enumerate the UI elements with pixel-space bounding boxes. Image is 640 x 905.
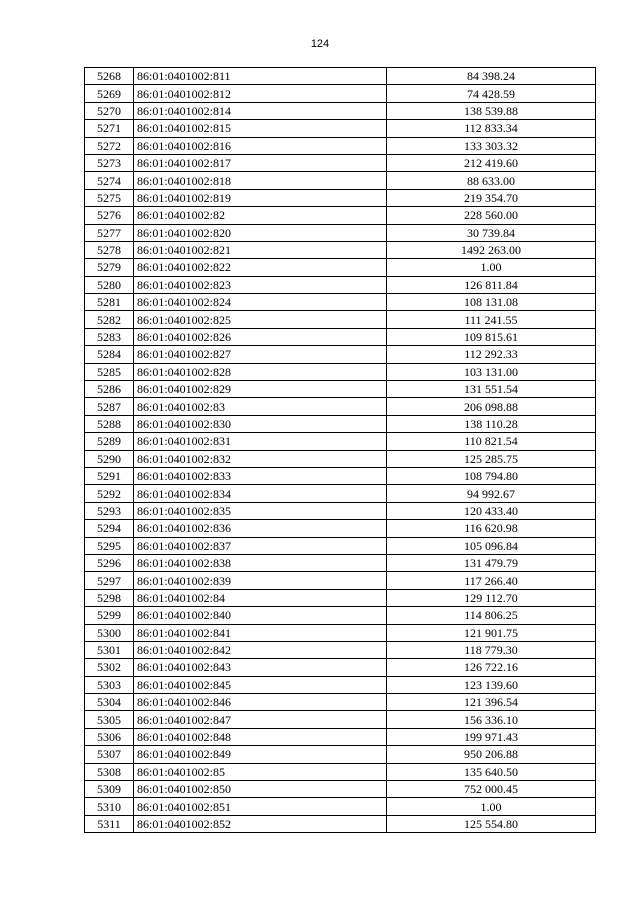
cadastral-value: 88 633.00 bbox=[387, 172, 596, 189]
cadastral-number: 86:01:0401002:842 bbox=[134, 641, 387, 658]
row-number: 5311 bbox=[85, 815, 134, 832]
row-number: 5296 bbox=[85, 554, 134, 571]
cadastral-value: 105 096.84 bbox=[387, 537, 596, 554]
cadastral-value: 123 139.60 bbox=[387, 676, 596, 693]
cadastral-value: 126 811.84 bbox=[387, 276, 596, 293]
table-row bbox=[85, 363, 596, 380]
cadastral-value: 212 419.60 bbox=[387, 154, 596, 171]
cadastral-number: 86:01:0401002:817 bbox=[134, 154, 387, 171]
cadastral-number: 86:01:0401002:822 bbox=[134, 259, 387, 276]
cadastral-number: 86:01:0401002:815 bbox=[134, 120, 387, 137]
cadastral-value: 1.00 bbox=[387, 259, 596, 276]
cadastral-number: 86:01:0401002:831 bbox=[134, 433, 387, 450]
cadastral-number: 86:01:0401002:84 bbox=[134, 589, 387, 606]
table-row bbox=[85, 485, 596, 502]
table-row bbox=[85, 102, 596, 119]
row-number: 5292 bbox=[85, 485, 134, 502]
cadastral-value: 112 292.33 bbox=[387, 346, 596, 363]
cadastral-value: 30 739.84 bbox=[387, 224, 596, 241]
cadastral-number: 86:01:0401002:823 bbox=[134, 276, 387, 293]
cadastral-value: 133 303.32 bbox=[387, 137, 596, 154]
table-row bbox=[85, 746, 596, 763]
cadastral-number: 86:01:0401002:829 bbox=[134, 381, 387, 398]
row-number: 5307 bbox=[85, 746, 134, 763]
row-number: 5270 bbox=[85, 102, 134, 119]
cadastral-value: 156 336.10 bbox=[387, 711, 596, 728]
cadastral-value: 131 551.54 bbox=[387, 381, 596, 398]
row-number: 5277 bbox=[85, 224, 134, 241]
table-row bbox=[85, 276, 596, 293]
cadastral-value: 199 971.43 bbox=[387, 728, 596, 745]
row-number: 5291 bbox=[85, 467, 134, 484]
page-number: 124 bbox=[310, 38, 330, 50]
table-row bbox=[85, 589, 596, 606]
table-row bbox=[85, 154, 596, 171]
cadastral-value: 228 560.00 bbox=[387, 207, 596, 224]
row-number: 5281 bbox=[85, 294, 134, 311]
table-row bbox=[85, 311, 596, 328]
cadastral-value: 1.00 bbox=[387, 798, 596, 815]
table-row bbox=[85, 381, 596, 398]
cadastral-number: 86:01:0401002:830 bbox=[134, 415, 387, 432]
cadastral-number: 86:01:0401002:838 bbox=[134, 554, 387, 571]
row-number: 5289 bbox=[85, 433, 134, 450]
row-number: 5283 bbox=[85, 328, 134, 345]
cadastral-number: 86:01:0401002:814 bbox=[134, 102, 387, 119]
cadastral-number: 86:01:0401002:821 bbox=[134, 241, 387, 258]
row-number: 5271 bbox=[85, 120, 134, 137]
cadastral-value: 118 779.30 bbox=[387, 641, 596, 658]
cadastral-value: 129 112.70 bbox=[387, 589, 596, 606]
row-number: 5279 bbox=[85, 259, 134, 276]
cadastral-number: 86:01:0401002:846 bbox=[134, 694, 387, 711]
table-row bbox=[85, 120, 596, 137]
cadastral-number: 86:01:0401002:834 bbox=[134, 485, 387, 502]
cadastral-number: 86:01:0401002:812 bbox=[134, 85, 387, 102]
table-row bbox=[85, 624, 596, 641]
cadastral-value: 110 821.54 bbox=[387, 433, 596, 450]
row-number: 5306 bbox=[85, 728, 134, 745]
row-number: 5280 bbox=[85, 276, 134, 293]
cadastral-value: 103 131.00 bbox=[387, 363, 596, 380]
table-body bbox=[85, 68, 596, 833]
cadastral-number: 86:01:0401002:832 bbox=[134, 450, 387, 467]
row-number: 5297 bbox=[85, 572, 134, 589]
row-number: 5300 bbox=[85, 624, 134, 641]
row-number: 5301 bbox=[85, 641, 134, 658]
table-row bbox=[85, 641, 596, 658]
table-row bbox=[85, 346, 596, 363]
row-number: 5287 bbox=[85, 398, 134, 415]
cadastral-number: 86:01:0401002:849 bbox=[134, 746, 387, 763]
row-number: 5302 bbox=[85, 659, 134, 676]
table-row bbox=[85, 207, 596, 224]
row-number: 5298 bbox=[85, 589, 134, 606]
row-number: 5295 bbox=[85, 537, 134, 554]
cadastral-value: 206 098.88 bbox=[387, 398, 596, 415]
cadastral-value: 109 815.61 bbox=[387, 328, 596, 345]
row-number: 5273 bbox=[85, 154, 134, 171]
cadastral-value: 121 396.54 bbox=[387, 694, 596, 711]
row-number: 5284 bbox=[85, 346, 134, 363]
cadastral-value: 112 833.34 bbox=[387, 120, 596, 137]
cadastral-number: 86:01:0401002:852 bbox=[134, 815, 387, 832]
cadastral-value: 1492 263.00 bbox=[387, 241, 596, 258]
cadastral-value: 138 539.88 bbox=[387, 102, 596, 119]
cadastral-value: 138 110.28 bbox=[387, 415, 596, 432]
row-number: 5294 bbox=[85, 520, 134, 537]
cadastral-value: 131 479.79 bbox=[387, 554, 596, 571]
row-number: 5299 bbox=[85, 607, 134, 624]
table-row bbox=[85, 798, 596, 815]
cadastral-number: 86:01:0401002:837 bbox=[134, 537, 387, 554]
table-row bbox=[85, 433, 596, 450]
cadastral-number: 86:01:0401002:850 bbox=[134, 781, 387, 798]
table-row bbox=[85, 398, 596, 415]
cadastral-number: 86:01:0401002:811 bbox=[134, 68, 387, 85]
table-row bbox=[85, 415, 596, 432]
cadastral-number: 86:01:0401002:851 bbox=[134, 798, 387, 815]
table-row bbox=[85, 224, 596, 241]
cadastral-value: 117 266.40 bbox=[387, 572, 596, 589]
table-row bbox=[85, 68, 596, 85]
cadastral-number: 86:01:0401002:818 bbox=[134, 172, 387, 189]
cadastral-number: 86:01:0401002:819 bbox=[134, 189, 387, 206]
cadastral-value: 84 398.24 bbox=[387, 68, 596, 85]
cadastral-number: 86:01:0401002:820 bbox=[134, 224, 387, 241]
row-number: 5269 bbox=[85, 85, 134, 102]
cadastral-number: 86:01:0401002:825 bbox=[134, 311, 387, 328]
table-row bbox=[85, 328, 596, 345]
table-row bbox=[85, 172, 596, 189]
row-number: 5276 bbox=[85, 207, 134, 224]
table-row bbox=[85, 85, 596, 102]
cadastral-number: 86:01:0401002:83 bbox=[134, 398, 387, 415]
row-number: 5310 bbox=[85, 798, 134, 815]
cadastral-value: 74 428.59 bbox=[387, 85, 596, 102]
cadastral-value: 950 206.88 bbox=[387, 746, 596, 763]
row-number: 5305 bbox=[85, 711, 134, 728]
cadastral-number: 86:01:0401002:827 bbox=[134, 346, 387, 363]
cadastral-number: 86:01:0401002:848 bbox=[134, 728, 387, 745]
table-row bbox=[85, 137, 596, 154]
table-row bbox=[85, 728, 596, 745]
row-number: 5309 bbox=[85, 781, 134, 798]
cadastral-number: 86:01:0401002:841 bbox=[134, 624, 387, 641]
cadastral-value: 125 554.80 bbox=[387, 815, 596, 832]
cadastral-number: 86:01:0401002:840 bbox=[134, 607, 387, 624]
cadastral-number: 86:01:0401002:847 bbox=[134, 711, 387, 728]
cadastral-value: 135 640.50 bbox=[387, 763, 596, 780]
row-number: 5274 bbox=[85, 172, 134, 189]
row-number: 5286 bbox=[85, 381, 134, 398]
row-number: 5275 bbox=[85, 189, 134, 206]
table-row bbox=[85, 189, 596, 206]
row-number: 5288 bbox=[85, 415, 134, 432]
table-row bbox=[85, 676, 596, 693]
cadastral-value: 111 241.55 bbox=[387, 311, 596, 328]
cadastral-number: 86:01:0401002:836 bbox=[134, 520, 387, 537]
table-row bbox=[85, 659, 596, 676]
row-number: 5278 bbox=[85, 241, 134, 258]
cadastral-value: 752 000.45 bbox=[387, 781, 596, 798]
table-row bbox=[85, 572, 596, 589]
cadastral-value: 126 722.16 bbox=[387, 659, 596, 676]
table-row bbox=[85, 502, 596, 519]
cadastral-value: 116 620.98 bbox=[387, 520, 596, 537]
table-row bbox=[85, 815, 596, 832]
table-row bbox=[85, 241, 596, 258]
row-number: 5282 bbox=[85, 311, 134, 328]
table-row bbox=[85, 537, 596, 554]
table-row bbox=[85, 554, 596, 571]
row-number: 5268 bbox=[85, 68, 134, 85]
table-row bbox=[85, 781, 596, 798]
cadastral-number: 86:01:0401002:824 bbox=[134, 294, 387, 311]
cadastral-value: 219 354.70 bbox=[387, 189, 596, 206]
row-number: 5293 bbox=[85, 502, 134, 519]
row-number: 5303 bbox=[85, 676, 134, 693]
cadastral-number: 86:01:0401002:843 bbox=[134, 659, 387, 676]
cadastral-value: 120 433.40 bbox=[387, 502, 596, 519]
cadastral-value: 114 806.25 bbox=[387, 607, 596, 624]
table-row bbox=[85, 763, 596, 780]
table-row bbox=[85, 259, 596, 276]
table-row bbox=[85, 294, 596, 311]
cadastral-number: 86:01:0401002:835 bbox=[134, 502, 387, 519]
table-row bbox=[85, 520, 596, 537]
cadastral-value: 108 131.08 bbox=[387, 294, 596, 311]
cadastral-number: 86:01:0401002:85 bbox=[134, 763, 387, 780]
cadastral-value: 108 794.80 bbox=[387, 467, 596, 484]
cadastral-number: 86:01:0401002:833 bbox=[134, 467, 387, 484]
table-row bbox=[85, 450, 596, 467]
row-number: 5290 bbox=[85, 450, 134, 467]
cadastral-value: 121 901.75 bbox=[387, 624, 596, 641]
table-row bbox=[85, 467, 596, 484]
row-number: 5285 bbox=[85, 363, 134, 380]
cadastral-number: 86:01:0401002:828 bbox=[134, 363, 387, 380]
cadastral-value-table bbox=[84, 67, 596, 833]
cadastral-value: 94 992.67 bbox=[387, 485, 596, 502]
table-row bbox=[85, 694, 596, 711]
cadastral-number: 86:01:0401002:839 bbox=[134, 572, 387, 589]
row-number: 5308 bbox=[85, 763, 134, 780]
row-number: 5304 bbox=[85, 694, 134, 711]
row-number: 5272 bbox=[85, 137, 134, 154]
cadastral-number: 86:01:0401002:82 bbox=[134, 207, 387, 224]
cadastral-number: 86:01:0401002:845 bbox=[134, 676, 387, 693]
table-row bbox=[85, 711, 596, 728]
cadastral-number: 86:01:0401002:816 bbox=[134, 137, 387, 154]
cadastral-number: 86:01:0401002:826 bbox=[134, 328, 387, 345]
cadastral-value: 125 285.75 bbox=[387, 450, 596, 467]
table-row bbox=[85, 607, 596, 624]
